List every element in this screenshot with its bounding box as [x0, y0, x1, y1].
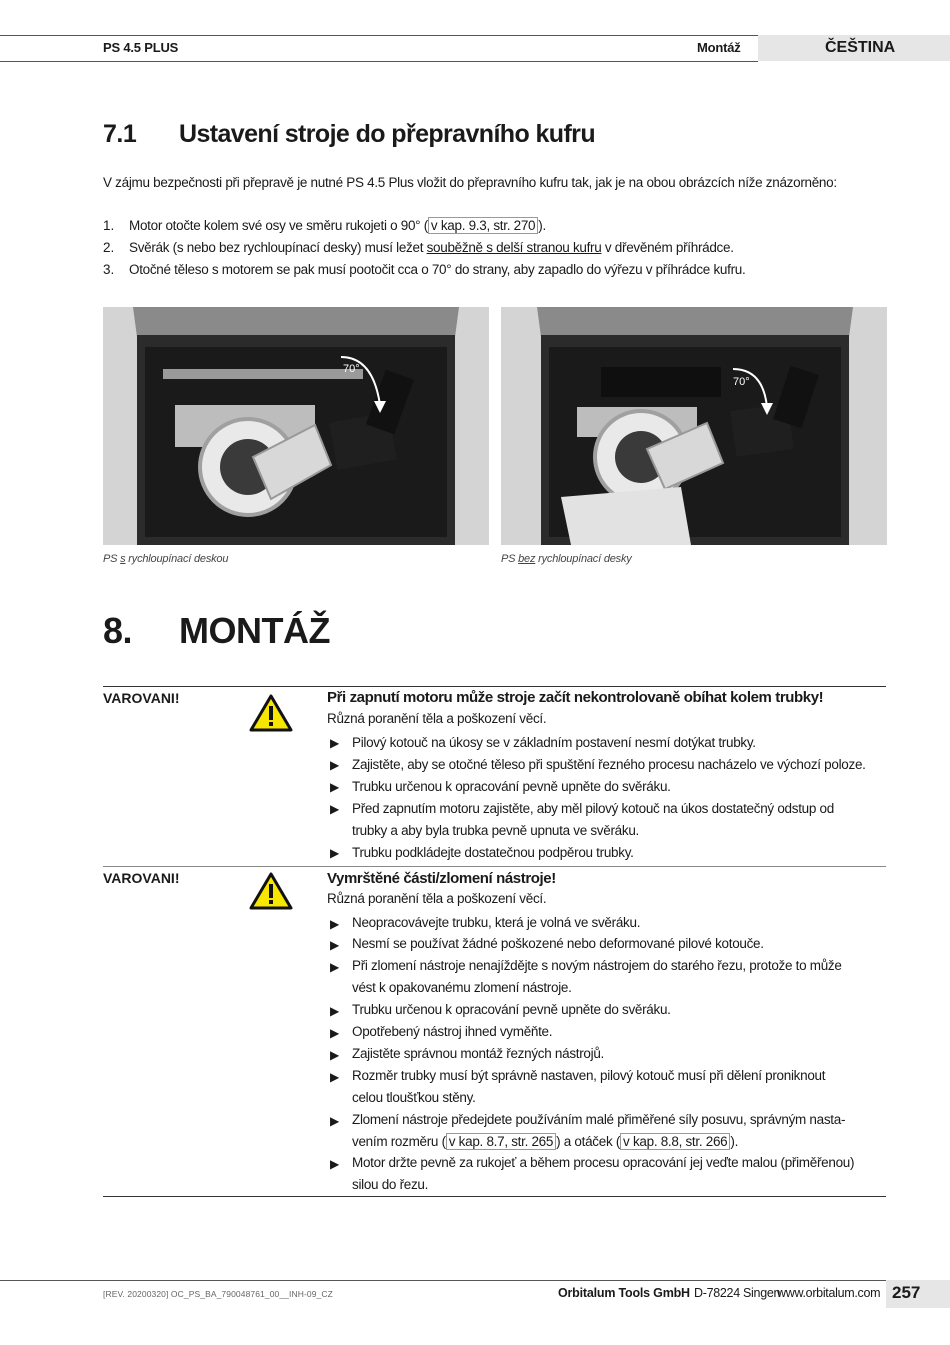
photo-caption [501, 553, 632, 565]
bullet-arrow-icon: ▶ [330, 1157, 340, 1171]
intro-paragraph: V zájmu bezpečnosti při přepravě je nutné PS 4.5 Plus vložit do přepravního kufru tak, jak je na obou obrázcích níže znázorněno: [103, 175, 837, 190]
footer-line [0, 1280, 886, 1281]
step-text-part: v dřevěném příhrádce. [601, 240, 734, 255]
photo-case-without-quick-clamp [501, 307, 887, 545]
bullet-arrow-icon: ▶ [330, 1048, 340, 1062]
bullet-text: Trubku určenou k opracování pevně upněte do svěráku. [352, 779, 671, 794]
header-product: PS 4.5 PLUS [103, 40, 179, 55]
step-number: 3. [103, 262, 115, 277]
bullet-arrow-icon: ▶ [330, 736, 340, 750]
section-title: Ustavení stroje do přepravního kufru [179, 120, 595, 148]
bullet-text-continued [352, 1131, 738, 1153]
bullet-arrow-icon: ▶ [330, 1114, 340, 1128]
photo-illustration [501, 307, 887, 545]
footer-address: D-78224 Singen [694, 1286, 781, 1300]
step-text [129, 218, 546, 233]
photo-case-with-quick-clamp [103, 307, 489, 545]
angle-label: 70° [343, 363, 360, 375]
bullet-arrow-icon: ▶ [330, 960, 340, 974]
bullet-arrow-icon: ▶ [330, 938, 340, 952]
angle-label: 70° [733, 376, 750, 388]
step-text-part: ). [538, 218, 546, 233]
photo-illustration [103, 307, 489, 545]
bullet-text: Nesmí se používat žádné poškozené nebo deformované pilové kotouče. [352, 936, 764, 951]
bullet-text: Rozměr trubky musí být správně nastaven, pilový kotouč musí při dělení proniknout [352, 1068, 826, 1083]
header-section: Montáž [697, 40, 741, 55]
page-number: 257 [892, 1283, 921, 1302]
bullet-text-part: ). [730, 1134, 739, 1149]
table-rule [103, 1196, 886, 1197]
bullet-arrow-icon: ▶ [330, 1070, 340, 1084]
warning-subtitle: Různá poranění těla a poškození věcí. [327, 891, 547, 906]
bullet-text: Pilový kotouč na úkosy se v základním postavení nesmí dotýkat trubky. [352, 735, 756, 750]
section-number: 7.1 [103, 120, 137, 148]
table-rule [103, 686, 886, 687]
photo-caption [103, 553, 228, 565]
warning-title: Vymrštěné části/zlomení nástroje! [327, 870, 556, 887]
bullet-text: Zajistěte, aby se otočné těleso při spuštění řezného procesu nacházelo ve výchozí poloze. [352, 757, 866, 772]
caption-part: PS [103, 553, 121, 565]
bullet-arrow-icon: ▶ [330, 917, 340, 931]
bullet-text: Neopracovávejte trubku, která je volná ve svěráku. [352, 915, 641, 930]
bullet-text: Při zlomení nástroje nenajíždějte s novým nástrojem do starého řezu, protože to může [352, 958, 842, 973]
bullet-text-continued: celou tloušťkou stěny. [352, 1090, 476, 1105]
caption-underlined: s [120, 553, 126, 565]
warning-label: VAROVANI! [103, 690, 180, 706]
footer-company: Orbitalum Tools GmbH [558, 1286, 690, 1300]
bullet-text-continued: vést k opakovanému zlomení nástroje. [352, 980, 572, 995]
chapter-title: MONTÁŽ [179, 610, 330, 651]
step-number: 2. [103, 240, 115, 255]
table-rule [103, 866, 886, 867]
bullet-arrow-icon: ▶ [330, 846, 340, 860]
bullet-text-continued: silou do řezu. [352, 1177, 429, 1192]
caption-part: rychloupínací deskou [125, 553, 229, 565]
bullet-text: Před zapnutím motoru zajistěte, aby měl pilový kotouč na úkos dostatečný odstup od [352, 801, 834, 816]
caption-underlined: bez [518, 553, 536, 565]
bullet-arrow-icon: ▶ [330, 1026, 340, 1040]
bullet-text-part: ) a otáček ( [556, 1134, 621, 1149]
caption-part: rychloupínací desky [535, 553, 632, 565]
bullet-text: Opotřebený nástroj ihned vyměňte. [352, 1024, 553, 1039]
bullet-arrow-icon: ▶ [330, 1004, 340, 1018]
bullet-text: Zajistěte správnou montáž řezných nástrojů. [352, 1046, 604, 1061]
bullet-arrow-icon: ▶ [330, 758, 340, 772]
header-bottom-line [0, 61, 758, 62]
bullet-text-part: vením rozměru ( [352, 1134, 446, 1149]
cross-reference-link[interactable]: v kap. 8.7, str. 265 [446, 1133, 556, 1150]
footer-revision: [REV. 20200320] OC_PS_BA_790048761_00__INH-09_CZ [103, 1289, 333, 1299]
step-number: 1. [103, 218, 115, 233]
bullet-text-continued: trubky a aby byla trubka pevně upnuta ve svěráku. [352, 823, 639, 838]
caption-part: PS [501, 553, 519, 565]
underlined-text: souběžně s delší stranou kufru [426, 240, 602, 255]
header-language: ČEŠTINA [825, 39, 896, 56]
cross-reference-link[interactable]: v kap. 9.3, str. 270 [428, 217, 538, 234]
warning-label: VAROVANI! [103, 870, 180, 886]
warning-triangle-icon [249, 872, 293, 910]
cross-reference-link[interactable]: v kap. 8.8, str. 266 [620, 1133, 730, 1150]
bullet-text: Motor držte pevně za rukojeť a během procesu opracování jej veďte malou (přiměřenou) [352, 1155, 855, 1170]
chapter-number: 8. [103, 610, 133, 651]
bullet-text: Zlomení nástroje předejdete používáním malé přiměřené síly posuvu, správným nasta- [352, 1112, 846, 1127]
bullet-arrow-icon: ▶ [330, 780, 340, 794]
warning-triangle-icon [249, 694, 293, 732]
bullet-arrow-icon: ▶ [330, 802, 340, 816]
step-text-part: Motor otočte kolem své osy ve směru rukojeti o 90° ( [129, 218, 428, 233]
bullet-text: Trubku podkládejte dostatečnou podpěrou trubky. [352, 845, 634, 860]
step-text: Otočné těleso s motorem se pak musí pootočit cca o 70° do strany, aby zapadlo do výřezu v příhrádce kufru. [129, 262, 746, 277]
step-text-part: Svěrák (s nebo bez rychloupínací desky) musí ležet [129, 240, 427, 255]
bullet-text: Trubku určenou k opracování pevně upněte do svěráku. [352, 1002, 671, 1017]
step-text [129, 240, 734, 255]
footer-website-link[interactable]: www.orbitalum.com [777, 1286, 881, 1300]
warning-title: Při zapnutí motoru může stroje začít nekontrolovaně obíhat kolem trubky! [327, 689, 824, 706]
warning-subtitle: Různá poranění těla a poškození věcí. [327, 711, 547, 726]
